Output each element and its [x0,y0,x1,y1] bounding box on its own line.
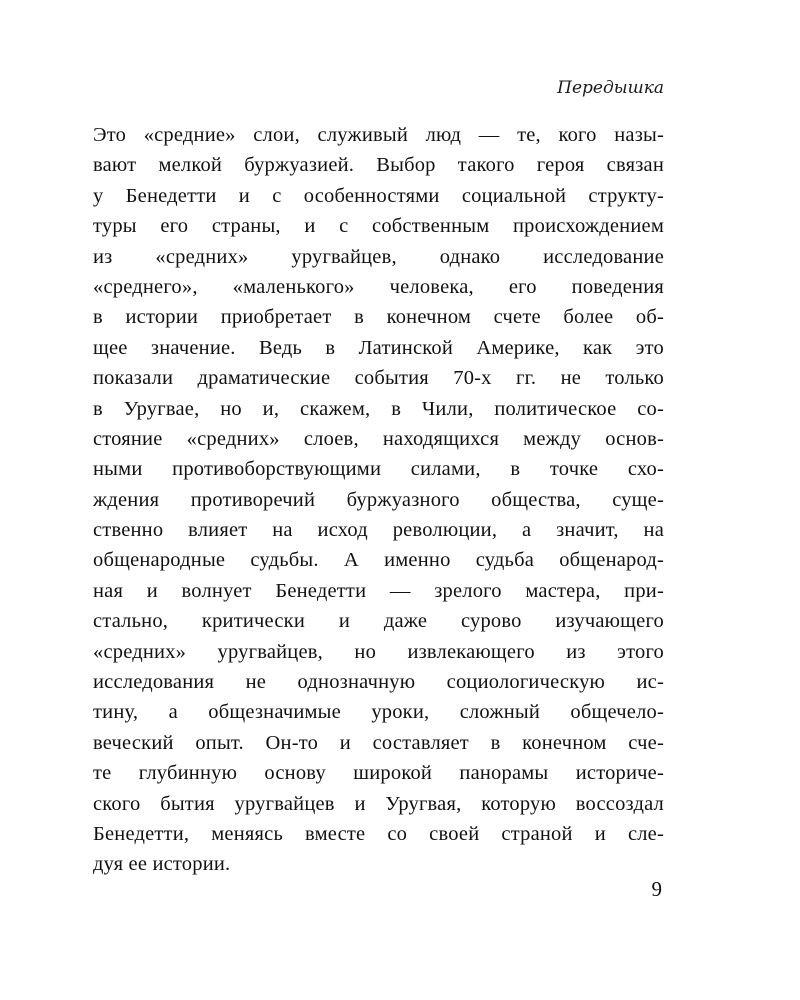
text-line: ждения противоречий буржуазного общества, суще- [93,488,664,511]
text-line-last: дуя ее истории. [93,853,231,876]
text-line: в Уругвае, но и, скажем, в Чили, политическое со- [93,397,664,420]
text-line: Это «средние» слои, служивый люд — те, кого назы- [93,124,664,146]
page-number: 9 [651,877,662,901]
text-line: тину, а общезначимые уроки, сложный общечело- [93,701,664,724]
text-line: вают мелкой буржуазией. Выбор такого героя связан [93,154,664,177]
text-line: исследования не однозначную социологическую ис- [93,671,664,694]
text-line: общенародные судьбы. А именно судьба общенарод- [93,549,664,572]
text-line: стояние «средних» слоев, находящихся между основ- [93,427,664,450]
text-line: ная и волнует Бенедетти — зрелого мастера, при- [93,579,664,602]
text-line: «средних» уругвайцев, но извлекающего из этого [93,640,664,663]
text-line: щее значение. Ведь в Латинской Америке, как это [93,336,664,359]
text-line: веческий опыт. Он-то и составляет в конечном сче- [93,731,664,754]
text-line: в истории приобретает в конечном счете более об- [93,306,664,329]
text-line: у Бенедетти и с особенностями социальной структу- [93,184,664,207]
body-text [93,120,664,880]
text-line: ными противоборствующими силами, в точке схо- [93,458,664,481]
text-line: Бенедетти, меняясь вместе со своей страной и сле- [93,822,664,845]
text-line: «среднего», «маленького» человека, его поведения [93,275,664,298]
text-line: из «средних» уругвайцев, однако исследование [93,245,664,268]
text-line: ственно влияет на исход революции, а значит, на [93,519,664,542]
text-line: стально, критически и даже сурово изучающего [93,610,664,633]
text-line: туры его страны, и с собственным происхождением [93,215,664,238]
text-line: ского бытия уругвайцев и Уругвая, которую воссоздал [93,792,664,815]
text-line: те глубинную основу широкой панорамы историче- [93,762,664,785]
text-line: показали драматические события 70-х гг. не только [93,367,664,390]
running-header: Передышка [557,78,664,98]
